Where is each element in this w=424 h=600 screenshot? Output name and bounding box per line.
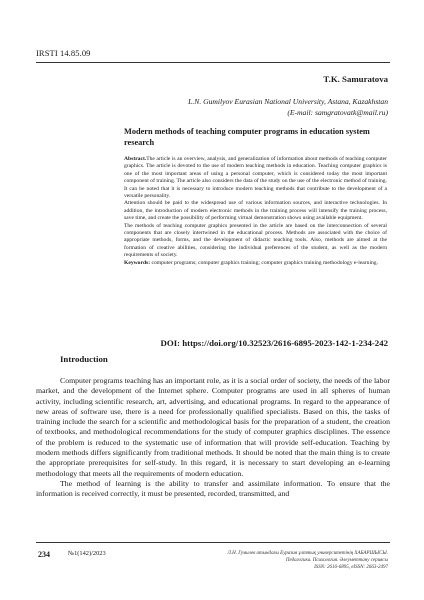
abstract-label: Abstract. — [124, 156, 147, 162]
abstract-block — [124, 156, 387, 267]
abstract-text-1: The article is an overview, analysis, and generalization of information about methods of teaching computer graphics. The article is devoted to the use of modern teaching methods in education. Teaching computer graphics is one of the most important areas of using a personal computer, which is considered today the most important component of training. The article also considers the data of the study on the use of the electronic method of training. It can be noted that it is necessary to introduce modern teaching methods that contribute to the development of a versatile personality. — [124, 156, 387, 200]
journal-name: Л.Н. Гумилев атындағы Еуразия ұлттық университетінің ХАБАРШЫСЫ. — [227, 551, 388, 556]
abstract-paragraph-3: The methods of teaching computer graphics presented in the article are based on the interconnection of several components that are closely intertwined in the educational process. Methods are associated with the choice of appropriate methods, forms, and the development of didactic teaching tools. Also, methods are aimed at the formation of creative abilities, considering the individual preferences of the student, as well as the modern requirements of society. — [124, 222, 387, 259]
keywords-text: computer programs; computer graphics training; computer graphics training methodology e-learning. — [150, 259, 378, 266]
footer-divider — [36, 542, 390, 543]
journal-info — [188, 550, 388, 572]
irsti-code: IRSTI 14.85.09 — [36, 48, 91, 58]
doi-link[interactable]: DOI: https://doi.org/10.32523/2616-6895-2023-142-1-234-242 — [160, 338, 388, 348]
journal-issn: ISSN: 2616-6895, eISSN: 2663-2497 — [314, 565, 388, 571]
abstract-paragraph-2: Attention should be paid to the widespread use of various information sources, and interactive technologies. In addition, the introduction of modern electronic methods in the training process will intensify the training process, save time, and create the possibility of performing virtual demonstration shows using available equipment. — [124, 200, 387, 222]
body-paragraph-1: Computer programs teaching has an important role, as it is a social order of society, the needs of the labor market, and the development of the Internet sphere. Computer programs are used in all spheres of human activity, including scientific research, art, advertising, and educational programs. In regard to the appearance of new areas of software use, there is a need for professionally qualified specialists. Based on this, the tasks of training include the search for a scientific and methodological basis for the preparation of a student, the creation of textbooks, and methodological recommendations for the study of computer graphics disciplines. The essence of the problem is reduced to the systematic use of information that will provide self-education. Teaching by modern methods differs significantly from traditional methods. It should be noted that the main thing is to create the appropriate prerequisites for self-study. In this regard, it is necessary to start developing an e-learning methodology that meets all the requirements of modern education. — [36, 376, 390, 478]
section-heading-introduction: Introduction — [60, 354, 108, 364]
introduction-body — [36, 376, 390, 500]
affiliation-text: L.N. Gumilyov Eurasian National University, Astana, Kazakhstan — [188, 97, 388, 106]
page-number: 234 — [38, 550, 50, 559]
keywords-label: Keywords: — [124, 259, 151, 266]
issue-number: №1(142)/2023 — [68, 550, 106, 557]
author-email[interactable]: (E-mail: samgratovatk@mail.ru) — [287, 108, 388, 118]
article-title: Modern methods of teaching computer programs in education system research — [124, 127, 370, 148]
author-name: T.K. Samuratova — [323, 74, 388, 84]
keywords-paragraph — [124, 260, 387, 267]
header-divider — [36, 62, 390, 63]
author-affiliation — [88, 96, 388, 118]
journal-series: Педагогика. Психология. Әлеуметтану сериясы — [285, 558, 388, 564]
body-paragraph-2: The method of learning is the ability to transfer and assimilate information. To ensure that the information is received correctly, it must be presented, recorded, transmitted, and — [36, 478, 390, 499]
abstract-paragraph-1 — [124, 156, 387, 200]
